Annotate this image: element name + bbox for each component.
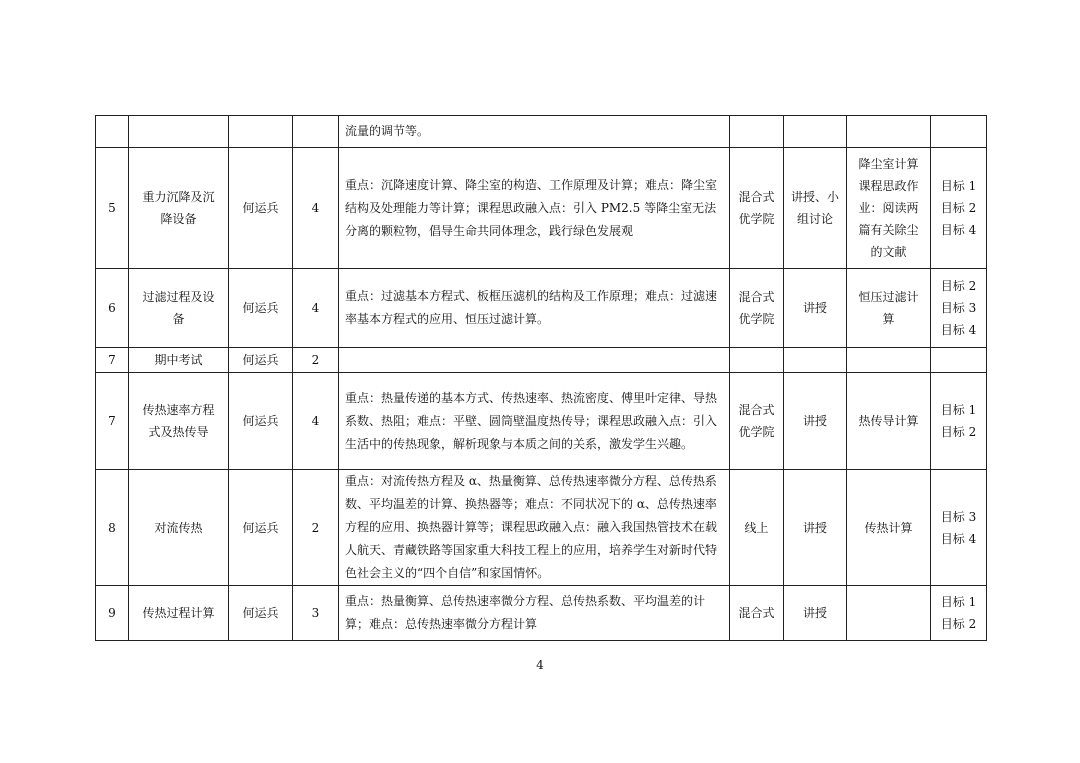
cell-content: 重点：热量衡算、总传热速率微分方程、总传热系数、平均温差的计算；难点：总传热速率微分方程计算 — [339, 586, 730, 641]
cell-content: 重点：对流传热方程及 α、热量衡算、总传热速率微分方程、总传热系数、平均温差的计算、换热器等；难点：不同状况下的 α、总传热速率方程的应用、换热器计算等；课程思政融入点：融入我国热管技术在载人航天、青藏铁路等国家重大科技工程上的应用，培养学生对新时代特色社会主义的“四个自信”和家国情怀。 — [339, 470, 730, 586]
cell-teacher: 何运兵 — [229, 269, 293, 348]
table-row — [96, 269, 987, 348]
cell-goals: 目标 1 目标 2 目标 4 — [931, 148, 987, 269]
cell-method: 讲授 — [784, 586, 847, 641]
cell-teacher — [229, 116, 293, 148]
cell-content: 重点：沉降速度计算、降尘室的构造、工作原理及计算；难点：降尘室结构及处理能力等计算；课程思政融入点：引入 PM2.5 等降尘室无法分离的颗粒物，倡导生命共同体理念，践行绿色发展观 — [339, 148, 730, 269]
cell-hours: 2 — [293, 348, 339, 373]
cell-mode: 线上 — [730, 470, 784, 586]
cell-hours: 4 — [293, 148, 339, 269]
cell-method: 讲授 — [784, 373, 847, 470]
cell-hours: 4 — [293, 269, 339, 348]
cell-goals: 目标 1 目标 2 — [931, 373, 987, 470]
cell-goals: 目标 2 目标 3 目标 4 — [931, 269, 987, 348]
cell-homework — [847, 586, 931, 641]
cell-teacher: 何运兵 — [229, 348, 293, 373]
cell-teacher: 何运兵 — [229, 470, 293, 586]
page-number: 4 — [536, 658, 544, 672]
cell-method: 讲授 — [784, 470, 847, 586]
cell-homework: 降尘室计算 课程思政作 业：阅读两 篇有关除尘 的文献 — [847, 148, 931, 269]
cell-method — [784, 348, 847, 373]
table-row — [96, 116, 987, 148]
cell-goals: 目标 1 目标 2 — [931, 586, 987, 641]
cell-no: 7 — [96, 373, 129, 470]
cell-goals: 目标 3 目标 4 — [931, 470, 987, 586]
cell-mode — [730, 348, 784, 373]
cell-no: 5 — [96, 148, 129, 269]
cell-no — [96, 116, 129, 148]
cell-homework: 恒压过滤计 算 — [847, 269, 931, 348]
cell-hours: 3 — [293, 586, 339, 641]
cell-method: 讲授、小 组讨论 — [784, 148, 847, 269]
cell-method — [784, 116, 847, 148]
table-row — [96, 373, 987, 470]
cell-teacher: 何运兵 — [229, 373, 293, 470]
cell-topic: 期中考试 — [129, 348, 229, 373]
cell-hours: 2 — [293, 470, 339, 586]
cell-goals — [931, 348, 987, 373]
cell-topic: 重力沉降及沉 降设备 — [129, 148, 229, 269]
cell-mode: 混合式 优学院 — [730, 373, 784, 470]
cell-no: 7 — [96, 348, 129, 373]
syllabus-table — [95, 115, 987, 641]
cell-homework: 热传导计算 — [847, 373, 931, 470]
table-row — [96, 586, 987, 641]
cell-mode: 混合式 优学院 — [730, 269, 784, 348]
cell-method: 讲授 — [784, 269, 847, 348]
table-row — [96, 470, 987, 586]
cell-teacher: 何运兵 — [229, 586, 293, 641]
cell-homework — [847, 348, 931, 373]
cell-goals — [931, 116, 987, 148]
cell-content: 重点：过滤基本方程式、板框压滤机的结构及工作原理；难点：过滤速率基本方程式的应用、恒压过滤计算。 — [339, 269, 730, 348]
cell-teacher: 何运兵 — [229, 148, 293, 269]
cell-homework: 传热计算 — [847, 470, 931, 586]
cell-topic: 传热过程计算 — [129, 586, 229, 641]
cell-mode — [730, 116, 784, 148]
cell-topic — [129, 116, 229, 148]
table-row — [96, 348, 987, 373]
cell-topic: 传热速率方程 式及热传导 — [129, 373, 229, 470]
cell-content: 重点：热量传递的基本方式、传热速率、热流密度、傅里叶定律、导热系数、热阻；难点：平壁、圆筒壁温度热传导；课程思政融入点：引入生活中的传热现象，解析现象与本质之间的关系，激发学生兴趣。 — [339, 373, 730, 470]
cell-no: 6 — [96, 269, 129, 348]
cell-no: 9 — [96, 586, 129, 641]
cell-mode: 混合式 优学院 — [730, 148, 784, 269]
cell-mode: 混合式 — [730, 586, 784, 641]
cell-hours: 4 — [293, 373, 339, 470]
cell-hours — [293, 116, 339, 148]
cell-content: 流量的调节等。 — [339, 116, 730, 148]
cell-topic: 过滤过程及设 备 — [129, 269, 229, 348]
cell-no: 8 — [96, 470, 129, 586]
cell-homework — [847, 116, 931, 148]
cell-topic: 对流传热 — [129, 470, 229, 586]
table-row — [96, 148, 987, 269]
cell-content — [339, 348, 730, 373]
